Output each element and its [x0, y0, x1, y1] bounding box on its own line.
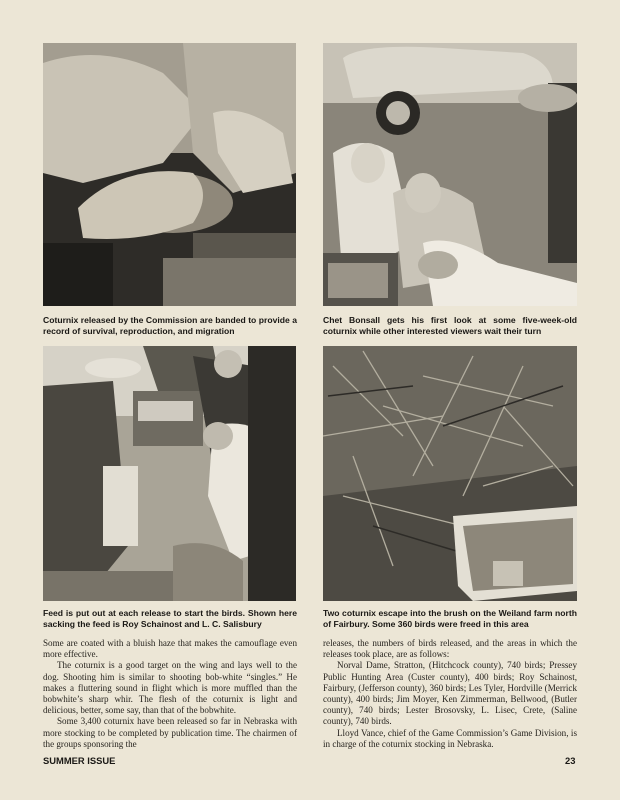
- caption-sacking-feed: Feed is put out at each release to start the birds. Shown here sacking the feed is Roy Schainost and L. C. Salisbury: [43, 608, 297, 629]
- caption-chet-bonsall: Chet Bonsall gets his first look at some five-week-old coturnix while other interested viewers wait their turn: [323, 315, 577, 336]
- page-number: 23: [565, 755, 576, 766]
- caption-coturnix-escape: Two coturnix escape into the brush on the Weiland farm north of Fairbury. Some 360 birds were freed in this area: [323, 608, 577, 629]
- article-paragraph: The coturnix is a good target on the wing and lays well to the dog. Shooting him is similar to shooting bob-white “singles.” He makes a fluttering sound in flight which is more muffled than the bobwhite’s sharp whir. The flesh of the coturnix is light and delicious, better, some say, than that of the bobwhite.: [43, 660, 297, 716]
- photo-coturnix-escape: [323, 346, 577, 601]
- article-paragraph: Some 3,400 coturnix have been released so far in Nebraska with more stocking to be completed by publication time. The chairmen of the groups sponsoring the: [43, 716, 297, 749]
- article-paragraph: Lloyd Vance, chief of the Game Commission’s Game Division, is in charge of the coturnix stocking in Nebraska.: [323, 727, 577, 749]
- article-column-left: [43, 638, 297, 750]
- photo-chet-bonsall: [323, 43, 577, 306]
- caption-banding: Coturnix released by the Commission are banded to provide a record of survival, reproduction, and migration: [43, 315, 297, 336]
- article-paragraph: releases, the numbers of birds released, and the areas in which the releases took place, are as follows:: [323, 638, 577, 660]
- article-paragraph: Norval Dame, Stratton, (Hitchcock county), 740 birds; Pressey Public Hunting Area (Custer county), 400 birds; Roy Schainost, Fairbury, (Jefferson county), 360 birds; Les Tyler, Hordville (Merrick county), 400 birds; Jim Moyer, Ken Zimmerman, Bellwood, (Butler county), 740 birds; Lester Brosovsky, L. Lisec, Crete, (Saline county), 740 birds.: [323, 660, 577, 727]
- footer-issue: SUMMER ISSUE: [43, 755, 116, 766]
- photo-banding-coturnix: [43, 43, 296, 306]
- photo-sacking-feed: [43, 346, 296, 601]
- article-column-right: [323, 638, 577, 750]
- article-paragraph: Some are coated with a bluish haze that makes the camouflage even more effective.: [43, 638, 297, 660]
